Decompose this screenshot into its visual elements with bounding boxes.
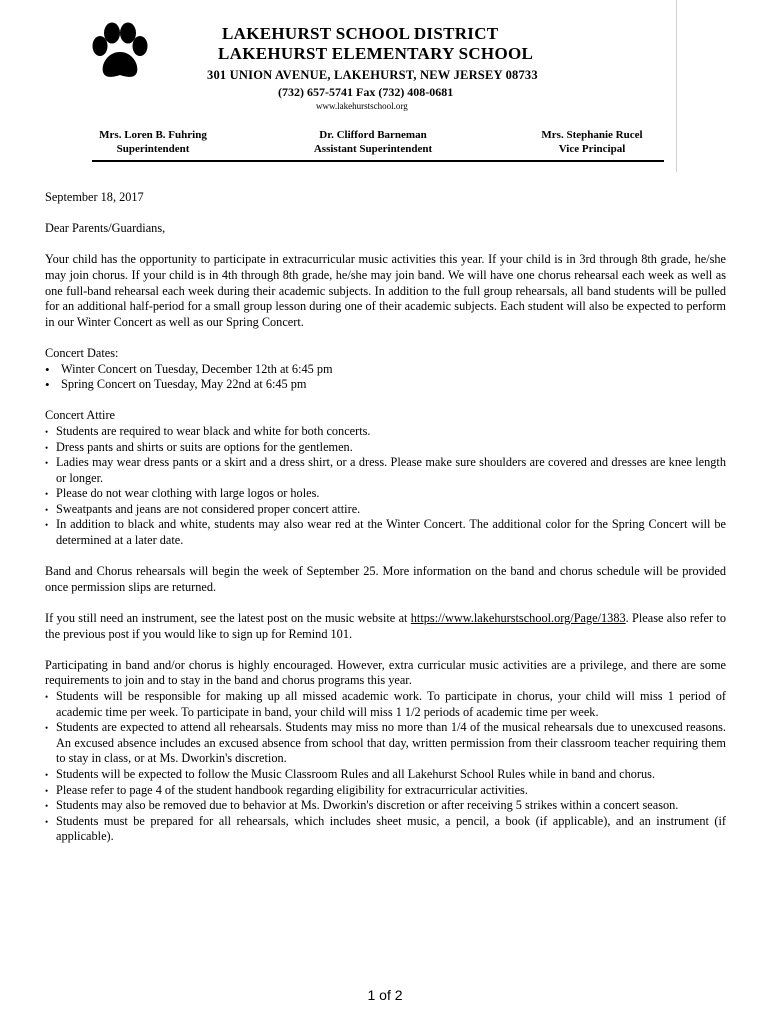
page-indicator: 1 of 2 — [367, 987, 403, 1003]
list-item: • Dress pants and shirts or suits are options for the gentlemen. — [45, 440, 726, 456]
scan-edge-line — [676, 0, 677, 172]
letter-date: September 18, 2017 — [45, 190, 144, 204]
intro-paragraph: Your child has the opportunity to participate in extracurricular music activities this year. If your child is in 3rd through 8th grade, he/she may join chorus. If your child is in 4th through 8th grade, he/she may join band. We will have one chorus rehearsal each week as well as one full-band rehearsal each week during their academic subjects. In addition to the full group rehearsals, all band students will be pulled for an additional half-period for a small group lesson during one of their academic subjects. Each student will also be expected to perform in our Winter Concert as well as our Spring Concert. — [45, 252, 726, 329]
staff-vice-principal — [522, 128, 662, 156]
rehearsals-paragraph: Band and Chorus rehearsals will begin the week of September 25. More information on the band and chorus schedule will be provided once permission slips are returned. — [45, 564, 726, 594]
staff-title: Vice Principal — [558, 143, 626, 155]
district-name: LAKEHURST SCHOOL DISTRICT — [222, 24, 499, 43]
staff-assistant-superintendent — [298, 128, 448, 156]
school-address: 301 UNION AVENUE, LAKEHURST, NEW JERSEY 08733 — [207, 68, 538, 82]
list-item: • Ladies may wear dress pants or a skirt and a dress shirt, or a dress. Please make sure shoulders are covered and dresses are knee length or longer. — [45, 455, 726, 486]
staff-name: Dr. Clifford Barneman — [319, 129, 427, 141]
list-item: • Spring Concert on Tuesday, May 22nd at 6:45 pm — [45, 377, 726, 393]
staff-title: Superintendent — [116, 143, 190, 155]
letter-body — [45, 190, 726, 845]
school-phone: (732) 657-5741 Fax (732) 408-0681 — [278, 85, 454, 99]
letterhead-divider — [92, 160, 664, 162]
instrument-text: If you still need an instrument, see the latest post on the music website at — [45, 611, 411, 626]
concert-attire-list — [45, 424, 726, 549]
requirements-intro: Participating in band and/or chorus is highly encouraged. However, extra curricular music activities are a privilege, and there are some requirements to join and to stay in the band and chorus programs this year. — [45, 657, 726, 688]
school-website: www.lakehurstschool.org — [316, 101, 408, 111]
staff-superintendent — [88, 128, 218, 156]
staff-name: Mrs. Loren B. Fuhring — [99, 129, 207, 141]
concert-attire-heading: Concert Attire — [45, 408, 116, 423]
school-name: LAKEHURST ELEMENTARY SCHOOL — [218, 44, 534, 63]
concert-dates-heading: Concert Dates: — [45, 345, 119, 360]
list-item: • Winter Concert on Tuesday, December 12th at 6:45 pm — [45, 362, 726, 378]
list-item: • Students are required to wear black and white for both concerts. — [45, 424, 726, 440]
instrument-text: . Please also refer to the previous post if you would like to sign up for Remind 101. — [45, 611, 726, 641]
list-item: • Please refer to page 4 of the student handbook regarding eligibility for extracurricular activities. — [45, 783, 726, 799]
concert-dates-list — [45, 362, 726, 393]
requirements-list — [45, 689, 726, 845]
list-item: • Students will be responsible for making up all missed academic work. To participate in chorus, your child will miss 1 period of academic time per week. To participate in band, your child will miss 1 1/2 periods of academic time per week. — [45, 689, 726, 720]
music-website-link[interactable]: https://www.lakehurstschool.org/Page/1383 — [410, 611, 626, 626]
list-item: • Please do not wear clothing with large logos or holes. — [45, 486, 726, 502]
letter-salutation: Dear Parents/Guardians, — [45, 221, 166, 236]
paw-print-icon — [88, 22, 150, 82]
staff-title: Assistant Superintendent — [313, 143, 433, 155]
list-item: • In addition to black and white, students may also wear red at the Winter Concert. The additional color for the Spring Concert will be determined at a later date. — [45, 517, 726, 548]
staff-name: Mrs. Stephanie Rucel — [541, 129, 643, 141]
list-item: • Students are expected to attend all rehearsals. Students may miss no more than 1/4 of the musical rehearsals due to unexcused reasons. An excused absence includes an excused absence from school that day, written permission from their classroom teacher requiring them to stay in class, or at Ms. Dworkin's discretion. — [45, 720, 726, 767]
list-item: • Students will be expected to follow the Music Classroom Rules and all Lakehurst School Rules while in band and chorus. — [45, 767, 726, 783]
list-item: • Students may also be removed due to behavior at Ms. Dworkin's discretion or after receiving 5 strikes within a concert season. — [45, 798, 726, 814]
list-item: • Students must be prepared for all rehearsals, which includes sheet music, a pencil, a book (if applicable), and an instrument (if applicable). — [45, 814, 726, 845]
instrument-paragraph — [45, 611, 726, 642]
list-item: • Sweatpants and jeans are not considered proper concert attire. — [45, 502, 726, 518]
